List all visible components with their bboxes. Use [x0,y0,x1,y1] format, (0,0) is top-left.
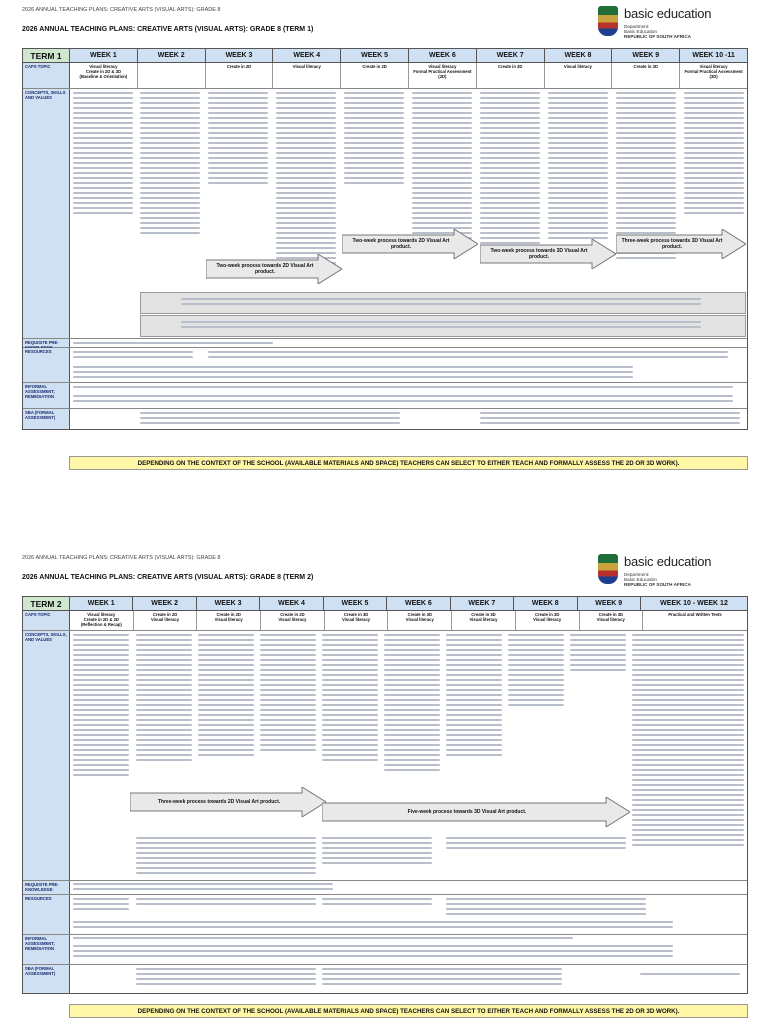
week-header: WEEK 3 [206,49,274,62]
illegible-text-block [548,92,608,242]
row-label: REQUISITE PRE- [23,339,70,347]
caps-topic-cell [138,63,206,88]
week-header: WEEK 9 [578,597,641,610]
logo-line2: Basic Education [624,29,657,34]
process-arrow [616,229,746,259]
focus-box [140,292,746,314]
caps-topic-cell: Create in 2D [341,63,409,88]
illegible-text-block [322,634,378,764]
resources-row [23,348,747,383]
illegible-text-block [684,92,744,217]
concepts-body [70,631,747,880]
term2-table [22,596,748,994]
illegible-text-block [136,837,316,877]
caps-topic-cell: Visual literacy Formal Practical Assessment (3D) [684,64,743,79]
row-label: REQUISITE PRE-KNOWLEDGE [23,881,70,894]
process-arrow-label: Two-week process towards 3D Visual Art product. [490,248,588,260]
row-label: SBA (FORMAL ASSESSMENT) [23,965,70,993]
illegible-text-block [136,898,316,908]
caps-topic-cell: Create in 3D Visual literacy [388,611,452,630]
logo-brand: basic education [624,554,712,569]
sba-row [23,965,747,993]
concepts-body [70,89,747,338]
process-arrow-label: Two-week process towards 2D Visual Art product. [216,263,314,275]
week-header: WEEK 3 [197,597,260,610]
week-header: WEEK 10 -11 [692,52,735,59]
illegible-text-block [73,351,193,361]
illegible-text-block [73,898,129,913]
illegible-text-block [208,351,728,361]
concepts-row [23,631,747,881]
process-arrow [480,239,616,269]
illegible-text-block [73,921,673,931]
week-header: WEEK 7 [451,597,514,610]
caps-topic-cell: Visual literacy [545,63,613,88]
illegible-text-block [322,898,432,908]
row-label: RESOURCES [23,348,70,382]
term2-page [0,548,768,1018]
week-header: WEEK 9 [612,49,680,62]
caps-topic-row [23,63,747,89]
caps-topic-cell: Visual literacy Formal Practical Assessment (2D) [409,63,477,88]
focus-box [140,315,746,337]
illegible-text-block [181,321,701,331]
informal-assessment-row [23,935,747,965]
week-header: WEEK 6 [387,597,450,610]
illegible-text-block [181,298,701,308]
caps-topic-cell: Create in 2D Visual literacy [261,611,325,630]
row-label: SBA (FORMAL ASSESSMENT) [23,409,70,429]
caps-topic-cell: Create in 2D Visual literacy [134,611,198,630]
coat-of-arms-icon [598,554,618,584]
illegible-text-block [446,837,626,852]
illegible-text-block [73,342,273,347]
caps-topic-row [23,611,747,631]
logo-line1: Department: [624,24,650,29]
illegible-text-block [632,634,744,849]
illegible-text-block [322,837,432,867]
logo-line2: Basic Education [624,577,657,582]
caps-topic-cell: Create in 3D [477,63,545,88]
week-header: WEEK 7 [477,49,545,62]
caps-topic-cell: Create in 2D [206,63,274,88]
illegible-text-block [508,634,564,709]
caps-topic-cell: Create in 2D Visual literacy [197,611,261,630]
caps-topic-cell: Visual literacy Create in 2D & 3D (Reflection & Recap) [70,611,134,630]
process-arrow [322,797,630,827]
illegible-text-block [384,634,440,774]
process-arrow [130,787,326,817]
week-header: WEEK 6 [409,49,477,62]
process-arrow-label: Three-week process towards 3D Visual Art product. [621,238,723,250]
week-header: WEEK 10 - WEEK 12 [660,600,728,607]
row-label: RESOURCES [23,895,70,934]
row-label: CAPS TOPIC [23,611,70,630]
illegible-text-block [73,945,673,960]
week-header: WEEK 1 [70,597,133,610]
week-header: WEEK 1 [70,49,138,62]
prior-knowledge-row [23,339,747,348]
process-arrow-label: Five-week process towards 3D Visual Art product. [407,809,527,815]
footer-note: DEPENDING ON THE CONTEXT OF THE SCHOOL (AVAILABLE MATERIALS AND SPACE) TEACHERS CAN SELECT TO EITHER TEACH AND FORMALLY ASSESS THE 2D OR 3D WORK). [69,1004,748,1018]
caps-topic-cell: Create in 3D Visual literacy [580,611,644,630]
informal-assessment-row [23,383,747,409]
page-title: 2026 ANNUAL TEACHING PLANS: CREATIVE ARTS (VISUAL ARTS): GRADE 8 (TERM 1) [22,26,314,33]
illegible-text-block [322,968,562,988]
illegible-text-block [136,968,316,988]
illegible-text-block [140,92,200,237]
week-header: WEEK 5 [324,597,387,610]
process-arrow-label: Two-week process towards 2D Visual Art product. [352,238,450,250]
logo-line3: REPUBLIC OF SOUTH AFRICA [624,582,691,587]
process-arrow-label: Three-week process towards 2D Visual Art product. [157,799,281,805]
term1-page [0,0,768,470]
prior-knowledge-row [23,881,747,895]
illegible-text-block [344,92,404,187]
term-label: TERM 1 [23,49,70,62]
illegible-text-block [136,634,192,764]
illegible-text-block [208,92,268,187]
illegible-text-block [73,395,733,405]
week-header: WEEK 8 [514,597,577,610]
running-head: 2026 ANNUAL TEACHING PLANS: CREATIVE ARTS (VISUAL ARTS): GRADE 8 [22,7,221,13]
resources-row [23,895,747,935]
illegible-text-block [73,366,633,381]
term1-table [22,48,748,430]
page-title: 2026 ANNUAL TEACHING PLANS: CREATIVE ARTS (VISUAL ARTS): GRADE 8 (TERM 2) [22,574,314,581]
week-header: WEEK 4 [273,49,341,62]
week-header: WEEK 2 [133,597,196,610]
logo-brand: basic education [624,6,712,21]
illegible-text-block [140,412,400,427]
illegible-text-block [276,92,336,267]
caps-topic-cell: Visual literacy [273,63,341,88]
illegible-text-block [640,973,740,978]
illegible-text-block [480,92,540,247]
coat-of-arms-icon [598,6,618,36]
process-arrow [342,229,478,259]
caps-topic-cell: Create in 3D Visual literacy [325,611,389,630]
illegible-text-block [198,634,254,759]
week-header: WEEK 8 [545,49,613,62]
week-header: WEEK 2 [138,49,206,62]
week-header-row [23,597,747,611]
term-label: TERM 2 [23,597,70,610]
row-label: INFORMAL ASSESSMENT; REMEDIATION [23,383,70,408]
logo-line3: REPUBLIC OF SOUTH AFRICA [624,34,691,39]
row-label: INFORMAL ASSESSMENT; REMEDIATION [23,935,70,964]
row-label: CAPS TOPIC [23,63,70,88]
sba-row [23,409,747,429]
illegible-text-block [73,937,573,942]
caps-topic-cell: Create in 3D Visual literacy [452,611,516,630]
illegible-text-block [570,634,626,674]
illegible-text-block [73,386,733,391]
illegible-text-block [446,898,646,918]
caps-topic-cell: Create in 3D Visual literacy [516,611,580,630]
caps-topic-cell: Practical and Written Tests [668,612,722,617]
illegible-text-block [73,883,333,893]
running-head: 2026 ANNUAL TEACHING PLANS: CREATIVE ARTS (VISUAL ARTS): GRADE 8 [22,555,221,561]
footer-note: DEPENDING ON THE CONTEXT OF THE SCHOOL (AVAILABLE MATERIALS AND SPACE) TEACHERS CAN SELECT TO EITHER TEACH AND FORMALLY ASSESS THE 2D OR 3D WORK). [69,456,748,470]
week-header-row [23,49,747,63]
row-label: CONCEPTS, SKILLS AND VALUES [23,89,70,338]
concepts-row [23,89,747,339]
row-label: CONCEPTS, SKILLS, AND VALUES [23,631,70,880]
dbe-logo [598,552,748,592]
illegible-text-block [260,634,316,754]
illegible-text-block [412,92,472,247]
caps-topic-cell: Create in 3D [612,63,680,88]
logo-line1: Department: [624,572,650,577]
illegible-text-block [480,412,740,427]
process-arrow [206,254,342,284]
dbe-logo [598,4,748,44]
illegible-text-block [73,634,129,779]
week-header: WEEK 4 [260,597,323,610]
week-header: WEEK 5 [341,49,409,62]
illegible-text-block [73,92,133,217]
illegible-text-block [446,634,502,759]
caps-topic-cell: Visual literacy Create in 2D & 3D (Baseline & Orientation) [70,63,138,88]
